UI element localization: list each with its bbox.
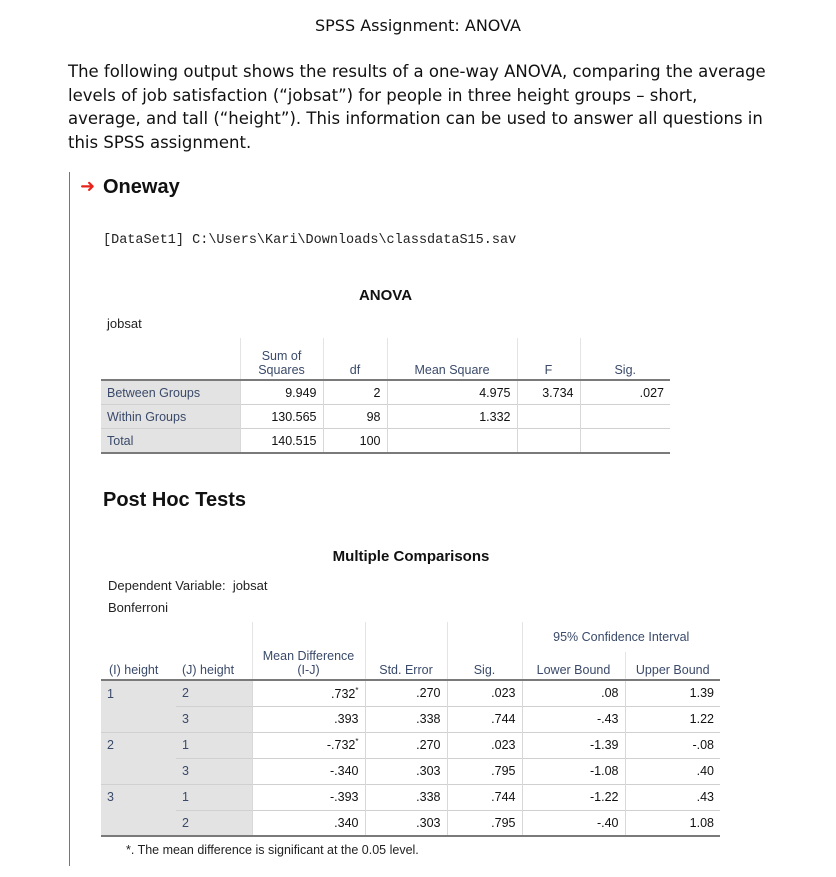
f-cell-value: 3.734 [542,385,574,400]
table-row [101,732,720,758]
table-row [101,758,720,784]
table-row [101,784,720,810]
lower-bound-cell [522,758,625,784]
j-height-cell [176,732,252,758]
sig-cell [447,732,522,758]
sum-of-squares-cell [240,380,323,405]
std-error-cell-value: .338 [416,790,441,804]
output-left-border [69,172,70,866]
std-error-cell-value: .270 [416,738,441,752]
upper-bound-cell [625,732,720,758]
sig-cell-value: .744 [491,790,516,804]
upper-bound-cell [625,810,720,836]
f-cell [517,405,580,429]
sig-cell-value: .744 [491,712,516,726]
j-height-cell [176,758,252,784]
sig-cell [447,810,522,836]
std-error-cell-value: .303 [416,764,441,778]
header-sig: Sig. [580,338,670,380]
mean-square-cell [387,405,517,429]
sum-of-squares-cell-value: 9.949 [285,385,317,400]
df-cell-value: 98 [366,409,381,424]
i-height-cell [101,784,176,810]
lower-bound-cell-value: .08 [601,686,619,701]
i-height-cell [101,680,176,706]
i-height-cell [101,758,176,784]
std-error-cell [365,680,447,706]
row-label-value: Within Groups [107,409,187,424]
table-row [101,405,670,429]
sig-cell [580,405,670,429]
std-error-cell [365,784,447,810]
sig-cell-value: .027 [639,385,664,400]
upper-bound-cell [625,784,720,810]
anova-variable: jobsat [107,316,142,331]
mean-difference-cell-value: .393 [334,712,359,727]
lower-bound-cell-value: -.43 [596,712,619,726]
upper-bound-cell-value: .40 [696,764,714,778]
mean-difference-cell [252,680,365,706]
table-row [101,429,670,454]
lower-bound-cell-value: -1.08 [590,764,619,778]
i-height-cell-value: 1 [107,686,114,701]
sum-of-squares-cell-value: 130.565 [271,409,317,424]
upper-bound-cell-value: .43 [696,790,714,804]
upper-bound-cell-value: -.08 [692,738,714,752]
header-j-height: (J) height [182,663,235,677]
multiple-comparisons-table [101,622,720,837]
header-sig: Sig. [447,622,522,680]
lower-bound-cell [522,706,625,732]
mean-square-cell-value: 1.332 [479,409,511,424]
sig-cell [447,758,522,784]
df-cell [323,380,387,405]
method-label: Bonferroni [108,600,168,615]
mean-difference-cell [252,784,365,810]
sum-of-squares-cell [240,429,323,454]
significance-marker: * [355,737,359,747]
mean-difference-cell [252,758,365,784]
sig-cell [580,380,670,405]
sig-cell [580,429,670,454]
df-cell [323,429,387,454]
lower-bound-cell-value: -1.39 [590,738,619,752]
sig-cell-value: .023 [491,738,516,752]
lower-bound-cell-value: -.40 [596,815,619,830]
header-f: F [517,338,580,380]
j-height-cell [176,784,252,810]
lower-bound-cell [522,810,625,836]
row-label [101,405,240,429]
oneway-heading: Oneway [103,176,180,198]
footnote: *. The mean difference is significant at the 0.05 level. [126,843,419,857]
sum-of-squares-cell [240,405,323,429]
lower-bound-cell-value: -1.22 [590,790,619,804]
i-height-cell-value: 3 [107,790,114,805]
j-height-cell-value: 1 [182,790,189,804]
lower-bound-cell [522,784,625,810]
mean-difference-cell [252,706,365,732]
significance-marker: * [355,685,359,695]
row-label-value: Total [107,433,134,448]
header-df: df [323,338,387,380]
header-std-error: Std. Error [365,622,447,680]
j-height-cell-value: 2 [182,815,189,830]
row-label [101,429,240,454]
df-cell-value: 100 [359,433,381,448]
header-blank [101,338,240,380]
header-lower-bound: Lower Bound [522,652,625,680]
sig-cell [447,680,522,706]
j-height-cell-value: 2 [182,686,189,701]
upper-bound-cell [625,758,720,784]
table-row [101,810,720,836]
j-height-cell-value: 3 [182,764,189,778]
sig-cell [447,784,522,810]
j-height-cell [176,680,252,706]
mean-difference-cell-value: -.732 [326,738,356,753]
mean-difference-cell-value: .340 [334,816,359,831]
dependent-variable-value: jobsat [232,578,268,593]
df-cell [323,405,387,429]
upper-bound-cell [625,680,720,706]
post-hoc-heading: Post Hoc Tests [103,489,246,511]
upper-bound-cell-value: 1.22 [689,712,714,726]
header-i-height: (I) height [109,663,159,677]
upper-bound-cell-value: 1.39 [689,686,714,701]
mean-square-cell [387,429,517,454]
upper-bound-cell-value: 1.08 [689,815,714,830]
table-row [101,380,670,405]
sig-cell-value: .795 [491,764,516,778]
mean-difference-cell-value: -.393 [330,790,359,805]
j-height-cell [176,810,252,836]
header-upper-bound: Upper Bound [625,652,720,680]
j-height-cell-value: 1 [182,738,189,752]
mean-difference-cell-value: .732 [331,686,356,701]
multiple-comparisons-title: Multiple Comparisons [332,548,490,565]
lower-bound-cell [522,732,625,758]
sig-cell-value: .023 [491,686,516,701]
anova-table [101,338,670,454]
intro-paragraph: The following output shows the results of a one-way ANOVA, comparing the average levels of job satisfaction (“jobsat”) for people in three height groups – short, average, and tall (“height”). This information can be used to answer all questions in this SPSS assignment. [68,62,766,152]
std-error-cell-value: .270 [416,686,441,701]
upper-bound-cell [625,706,720,732]
lower-bound-cell [522,680,625,706]
mean-difference-cell [252,732,365,758]
header-mean-square: Mean Square [387,338,517,380]
i-height-cell [101,810,176,836]
row-label-value: Between Groups [107,385,201,400]
i-height-cell [101,706,176,732]
dependent-variable-label: Dependent Variable: jobsat [108,578,268,593]
table-row [101,680,720,706]
mean-square-cell-value: 4.975 [479,385,511,400]
mean-difference-cell [252,810,365,836]
document-title: SPSS Assignment: ANOVA [315,16,521,35]
df-cell-value: 2 [373,385,381,400]
table-row [101,706,720,732]
j-height-cell-value: 3 [182,712,189,726]
red-arrow-icon: ➜ [80,176,96,197]
std-error-cell [365,732,447,758]
std-error-cell-value: .303 [416,815,441,830]
header-confidence-interval: 95% Confidence Interval [522,622,720,652]
j-height-cell [176,706,252,732]
sig-cell-value: .795 [491,815,516,830]
i-height-cell-value: 2 [107,738,114,753]
mean-square-cell [387,380,517,405]
f-cell [517,380,580,405]
header-sum-of-squares: Sum of Squares [240,338,323,380]
std-error-cell [365,706,447,732]
dataset-path: [DataSet1] C:\Users\Kari\Downloads\classdataS15.sav [103,233,517,248]
f-cell [517,429,580,454]
row-label [101,380,240,405]
header-mean-difference: Mean Difference (I-J) [252,622,365,680]
i-height-cell [101,732,176,758]
mean-difference-cell-value: -.340 [330,764,359,779]
sum-of-squares-cell-value: 140.515 [271,433,317,448]
std-error-cell [365,758,447,784]
std-error-cell-value: .338 [416,712,441,726]
sig-cell [447,706,522,732]
anova-title: ANOVA [358,287,413,304]
std-error-cell [365,810,447,836]
